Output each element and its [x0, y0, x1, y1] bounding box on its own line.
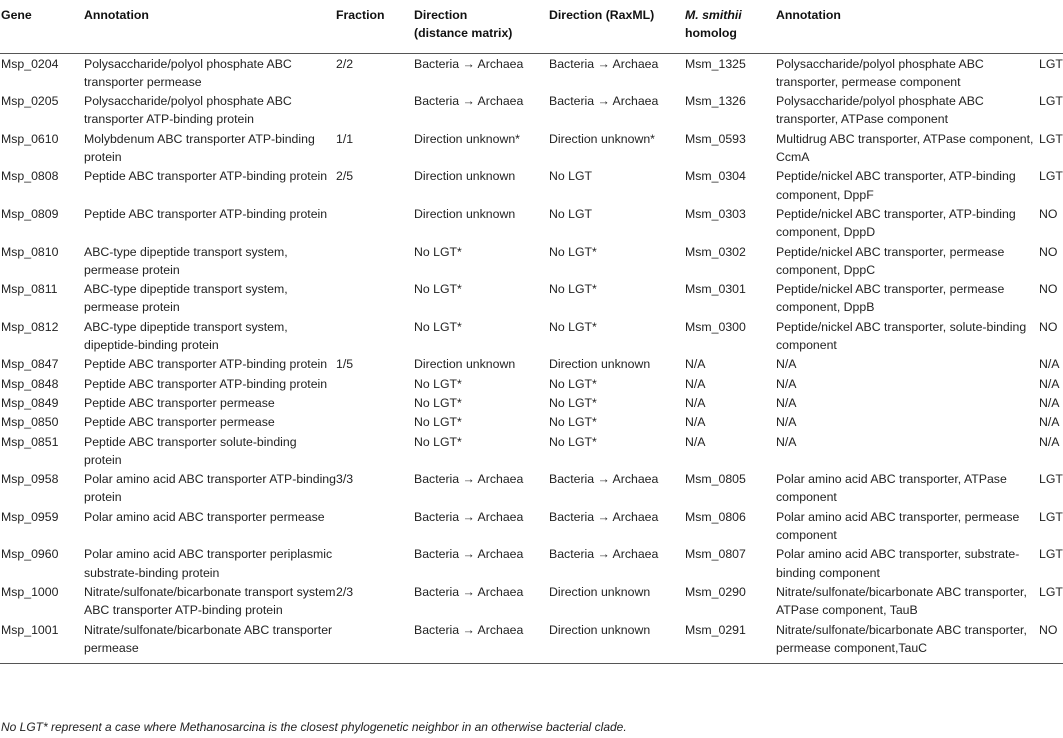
- cell-annotation: Peptide ABC transporter ATP-binding protein: [84, 357, 328, 372]
- cell-annotation-2: Peptide/nickel ABC transporter, ATP-binding component, DppF: [776, 169, 1016, 202]
- cell-homolog: Msm_0303: [685, 206, 746, 221]
- cell-homolog: N/A: [685, 357, 706, 372]
- cell-gene: Msp_0851: [1, 434, 59, 449]
- header-direction-raxml: Direction (RaxML): [549, 8, 655, 22]
- cell-fraction: 2/3: [336, 584, 354, 599]
- cell-lgt: LGT: [1039, 547, 1063, 562]
- cell-direction-distance-matrix: Bacteria → Archaea: [414, 584, 524, 599]
- cell-fraction: 2/5: [336, 169, 354, 184]
- cell-gene: Msp_0808: [1, 169, 59, 184]
- header-fraction: Fraction: [336, 8, 385, 22]
- cell-annotation: Peptide ABC transporter ATP-binding protein: [84, 206, 328, 221]
- table-row: [0, 317, 1063, 355]
- cell-annotation: Peptide ABC transporter ATP-binding protein: [84, 376, 328, 391]
- cell-gene: Msp_0811: [1, 282, 58, 297]
- cell-homolog: Msm_1326: [685, 94, 746, 109]
- cell-direction-raxml: Direction unknown: [549, 584, 651, 599]
- cell-direction-distance-matrix: Bacteria → Archaea: [414, 56, 524, 71]
- cell-homolog: N/A: [685, 376, 706, 391]
- table-footnote: No LGT* represent a case where Methanosarcina is the closest phylogenetic neighbor in an otherwise bacterial clade.: [1, 720, 627, 734]
- cell-annotation-2: Peptide/nickel ABC transporter, ATP-binding component, DppD: [776, 206, 1016, 240]
- cell-annotation-2: Peptide/nickel ABC transporter, solute-binding component: [776, 319, 1027, 353]
- cell-annotation-2: Polar amino acid ABC transporter, substrate-binding component: [776, 547, 1020, 580]
- cell-gene: Msp_0849: [1, 395, 59, 410]
- cell-homolog: Msm_0806: [685, 509, 746, 524]
- header-homolog-line2: homolog: [685, 26, 737, 41]
- cell-fraction: [336, 393, 414, 412]
- cell-annotation-2: Peptide/nickel ABC transporter, permease component, DppC: [776, 244, 1005, 277]
- cell-direction-distance-matrix: Direction unknown*: [414, 131, 520, 146]
- cell-gene: Msp_0959: [1, 509, 59, 524]
- header-row: [0, 4, 1063, 53]
- table-row: [0, 507, 1063, 545]
- cell-annotation: Polar amino acid ABC transporter periplasmic substrate-binding protein: [84, 547, 333, 580]
- cell-direction-distance-matrix: Direction unknown: [414, 169, 516, 184]
- cell-annotation: Peptide ABC transporter permease: [84, 395, 275, 410]
- cell-gene: Msp_0850: [1, 415, 59, 430]
- data-table: [0, 4, 1063, 664]
- cell-lgt: LGT: [1039, 169, 1063, 184]
- table-row: [0, 544, 1063, 582]
- table-row: [0, 620, 1063, 664]
- cell-fraction: [336, 620, 414, 664]
- cell-lgt: NO: [1039, 282, 1058, 297]
- cell-annotation: Peptide ABC transporter permease: [84, 415, 275, 430]
- table-row: [0, 354, 1063, 373]
- header-gene: Gene: [1, 8, 32, 22]
- header-direction-line1: Direction: [414, 8, 468, 22]
- cell-direction-raxml: No LGT: [549, 169, 593, 184]
- header-annotation-2: Annotation: [776, 8, 841, 22]
- cell-annotation: Polar amino acid ABC transporter ATP-binding protein: [84, 472, 336, 505]
- cell-annotation: Polysaccharide/polyol phosphate ABC transporter permease: [84, 56, 292, 89]
- cell-gene: Msp_0204: [1, 56, 59, 71]
- cell-fraction: 1/5: [336, 357, 354, 372]
- header-direction-line2: (distance matrix): [414, 26, 513, 41]
- cell-annotation: Polysaccharide/polyol phosphate ABC transporter ATP-binding protein: [84, 94, 292, 127]
- cell-direction-distance-matrix: Bacteria → Archaea: [414, 472, 524, 487]
- cell-direction-distance-matrix: No LGT*: [414, 415, 462, 430]
- cell-homolog: Msm_0805: [685, 472, 746, 487]
- table-row: [0, 166, 1063, 204]
- cell-direction-raxml: No LGT*: [549, 244, 597, 259]
- cell-lgt: N/A: [1039, 395, 1060, 410]
- cell-direction-raxml: No LGT: [549, 206, 593, 221]
- cell-direction-raxml: Bacteria → Archaea: [549, 509, 659, 524]
- cell-fraction: [336, 242, 414, 280]
- cell-annotation-2: N/A: [776, 415, 797, 430]
- cell-lgt: LGT: [1039, 472, 1063, 487]
- cell-lgt: NO: [1039, 206, 1058, 221]
- cell-annotation-2: N/A: [776, 395, 797, 410]
- table-body: [0, 53, 1063, 664]
- cell-direction-distance-matrix: No LGT*: [414, 434, 462, 449]
- cell-lgt: N/A: [1039, 434, 1060, 449]
- cell-fraction: [336, 279, 414, 317]
- cell-annotation: Polar amino acid ABC transporter permease: [84, 509, 325, 524]
- cell-annotation-2: Nitrate/sulfonate/bicarbonate ABC transporter, permease component,TauC: [776, 622, 1027, 655]
- cell-direction-raxml: Direction unknown: [549, 622, 651, 637]
- cell-fraction: [336, 412, 414, 431]
- cell-direction-raxml: Bacteria → Archaea: [549, 472, 659, 487]
- cell-gene: Msp_0847: [1, 357, 59, 372]
- table-row: [0, 582, 1063, 620]
- cell-fraction: [336, 544, 414, 582]
- cell-direction-distance-matrix: No LGT*: [414, 376, 462, 391]
- cell-direction-distance-matrix: Direction unknown: [414, 357, 516, 372]
- header-lgt: [1039, 4, 1063, 53]
- cell-annotation: Peptide ABC transporter solute-binding protein: [84, 434, 297, 467]
- cell-lgt: LGT: [1039, 94, 1063, 109]
- cell-homolog: Msm_1325: [685, 56, 746, 71]
- cell-annotation-2: N/A: [776, 434, 797, 449]
- cell-direction-distance-matrix: Bacteria → Archaea: [414, 94, 524, 109]
- cell-annotation-2: Polar amino acid ABC transporter, permease component: [776, 509, 1020, 543]
- cell-lgt: NO: [1039, 622, 1058, 637]
- cell-direction-raxml: Bacteria → Archaea: [549, 56, 659, 71]
- cell-direction-distance-matrix: Bacteria → Archaea: [414, 622, 524, 637]
- cell-direction-distance-matrix: Direction unknown: [414, 206, 516, 221]
- cell-homolog: Msm_0290: [685, 584, 746, 599]
- cell-fraction: 3/3: [336, 472, 354, 487]
- cell-fraction: 1/1: [336, 131, 354, 146]
- cell-lgt: LGT: [1039, 131, 1063, 146]
- cell-direction-raxml: No LGT*: [549, 434, 597, 449]
- cell-lgt: N/A: [1039, 415, 1060, 430]
- cell-homolog: N/A: [685, 415, 706, 430]
- cell-direction-raxml: No LGT*: [549, 282, 597, 297]
- cell-direction-raxml: Bacteria → Archaea: [549, 547, 659, 562]
- cell-direction-distance-matrix: No LGT*: [414, 244, 462, 259]
- cell-annotation: Peptide ABC transporter ATP-binding protein: [84, 169, 328, 184]
- cell-homolog: Msm_0291: [685, 622, 746, 637]
- cell-direction-raxml: No LGT*: [549, 376, 597, 391]
- cell-homolog: Msm_0593: [685, 131, 746, 146]
- cell-homolog: Msm_0300: [685, 319, 746, 334]
- cell-fraction: [336, 432, 414, 470]
- cell-direction-raxml: Direction unknown*: [549, 131, 655, 146]
- cell-gene: Msp_0205: [1, 94, 59, 109]
- cell-gene: Msp_0610: [1, 131, 59, 146]
- cell-gene: Msp_1000: [1, 584, 59, 599]
- cell-gene: Msp_1001: [1, 622, 59, 637]
- cell-annotation-2: N/A: [776, 376, 797, 391]
- cell-direction-raxml: No LGT*: [549, 319, 597, 334]
- cell-gene: Msp_0812: [1, 319, 59, 334]
- header-homolog-species: M. smithii: [685, 8, 742, 22]
- cell-fraction: [336, 204, 414, 242]
- cell-annotation-2: Nitrate/sulfonate/bicarbonate ABC transporter, ATPase component, TauB: [776, 584, 1027, 618]
- table-row: [0, 469, 1063, 507]
- cell-annotation: ABC-type dipeptide transport system, dipeptide-binding protein: [84, 319, 288, 353]
- table-row: [0, 91, 1063, 129]
- cell-gene: Msp_0960: [1, 547, 59, 562]
- table-row: [0, 412, 1063, 431]
- cell-homolog: Msm_0304: [685, 169, 746, 184]
- cell-annotation: Nitrate/sulfonate/bicarbonate ABC transporter permease: [84, 622, 333, 655]
- cell-homolog: N/A: [685, 395, 706, 410]
- cell-lgt: LGT: [1039, 509, 1063, 524]
- cell-homolog: Msm_0807: [685, 547, 746, 562]
- cell-homolog: Msm_0302: [685, 244, 746, 259]
- cell-fraction: [336, 374, 414, 393]
- cell-annotation: Molybdenum ABC transporter ATP-binding protein: [84, 131, 315, 165]
- cell-lgt: N/A: [1039, 357, 1060, 372]
- table-row: [0, 129, 1063, 167]
- cell-direction-distance-matrix: No LGT*: [414, 395, 462, 410]
- cell-annotation: ABC-type dipeptide transport system, permease protein: [84, 282, 288, 315]
- table-row: [0, 374, 1063, 393]
- header-homolog: [685, 4, 776, 53]
- cell-fraction: [336, 507, 414, 545]
- cell-direction-raxml: No LGT*: [549, 395, 597, 410]
- cell-lgt: NO: [1039, 319, 1058, 334]
- cell-direction-distance-matrix: No LGT*: [414, 319, 462, 334]
- cell-direction-distance-matrix: Bacteria → Archaea: [414, 547, 524, 562]
- cell-direction-distance-matrix: No LGT*: [414, 282, 462, 297]
- cell-direction-raxml: No LGT*: [549, 415, 597, 430]
- cell-fraction: [336, 317, 414, 355]
- table-row: [0, 432, 1063, 470]
- cell-fraction: 2/2: [336, 56, 354, 71]
- cell-lgt: LGT: [1039, 584, 1063, 599]
- cell-fraction: [336, 91, 414, 129]
- cell-gene: Msp_0848: [1, 376, 59, 391]
- cell-annotation-2: Polysaccharide/polyol phosphate ABC transporter, permease component: [776, 56, 984, 89]
- table-row: [0, 279, 1063, 317]
- cell-annotation: Nitrate/sulfonate/bicarbonate transport system ABC transporter ATP-binding protein: [84, 584, 336, 618]
- cell-annotation-2: Polysaccharide/polyol phosphate ABC transporter, ATPase component: [776, 94, 984, 127]
- cell-direction-raxml: Bacteria → Archaea: [549, 94, 659, 109]
- cell-direction-distance-matrix: Bacteria → Archaea: [414, 509, 524, 524]
- cell-gene: Msp_0810: [1, 244, 59, 259]
- cell-annotation-2: Peptide/nickel ABC transporter, permease component, DppB: [776, 282, 1005, 315]
- cell-annotation-2: N/A: [776, 357, 797, 372]
- cell-annotation-2: Multidrug ABC transporter, ATPase component, CcmA: [776, 131, 1034, 165]
- table-row: [0, 242, 1063, 280]
- cell-homolog: N/A: [685, 434, 706, 449]
- cell-direction-raxml: Direction unknown: [549, 357, 651, 372]
- cell-lgt: N/A: [1039, 376, 1060, 391]
- cell-annotation-2: Polar amino acid ABC transporter, ATPase component: [776, 472, 1007, 505]
- header-annotation: Annotation: [84, 8, 149, 22]
- cell-gene: Msp_0958: [1, 472, 59, 487]
- header-direction-distance-matrix: [414, 4, 549, 53]
- table-row: [0, 53, 1063, 91]
- cell-annotation: ABC-type dipeptide transport system, permease protein: [84, 244, 288, 277]
- cell-homolog: Msm_0301: [685, 282, 746, 297]
- table-row: [0, 393, 1063, 412]
- cell-lgt: NO: [1039, 244, 1058, 259]
- cell-gene: Msp_0809: [1, 206, 59, 221]
- table-row: [0, 204, 1063, 242]
- cell-lgt: LGT: [1039, 56, 1063, 71]
